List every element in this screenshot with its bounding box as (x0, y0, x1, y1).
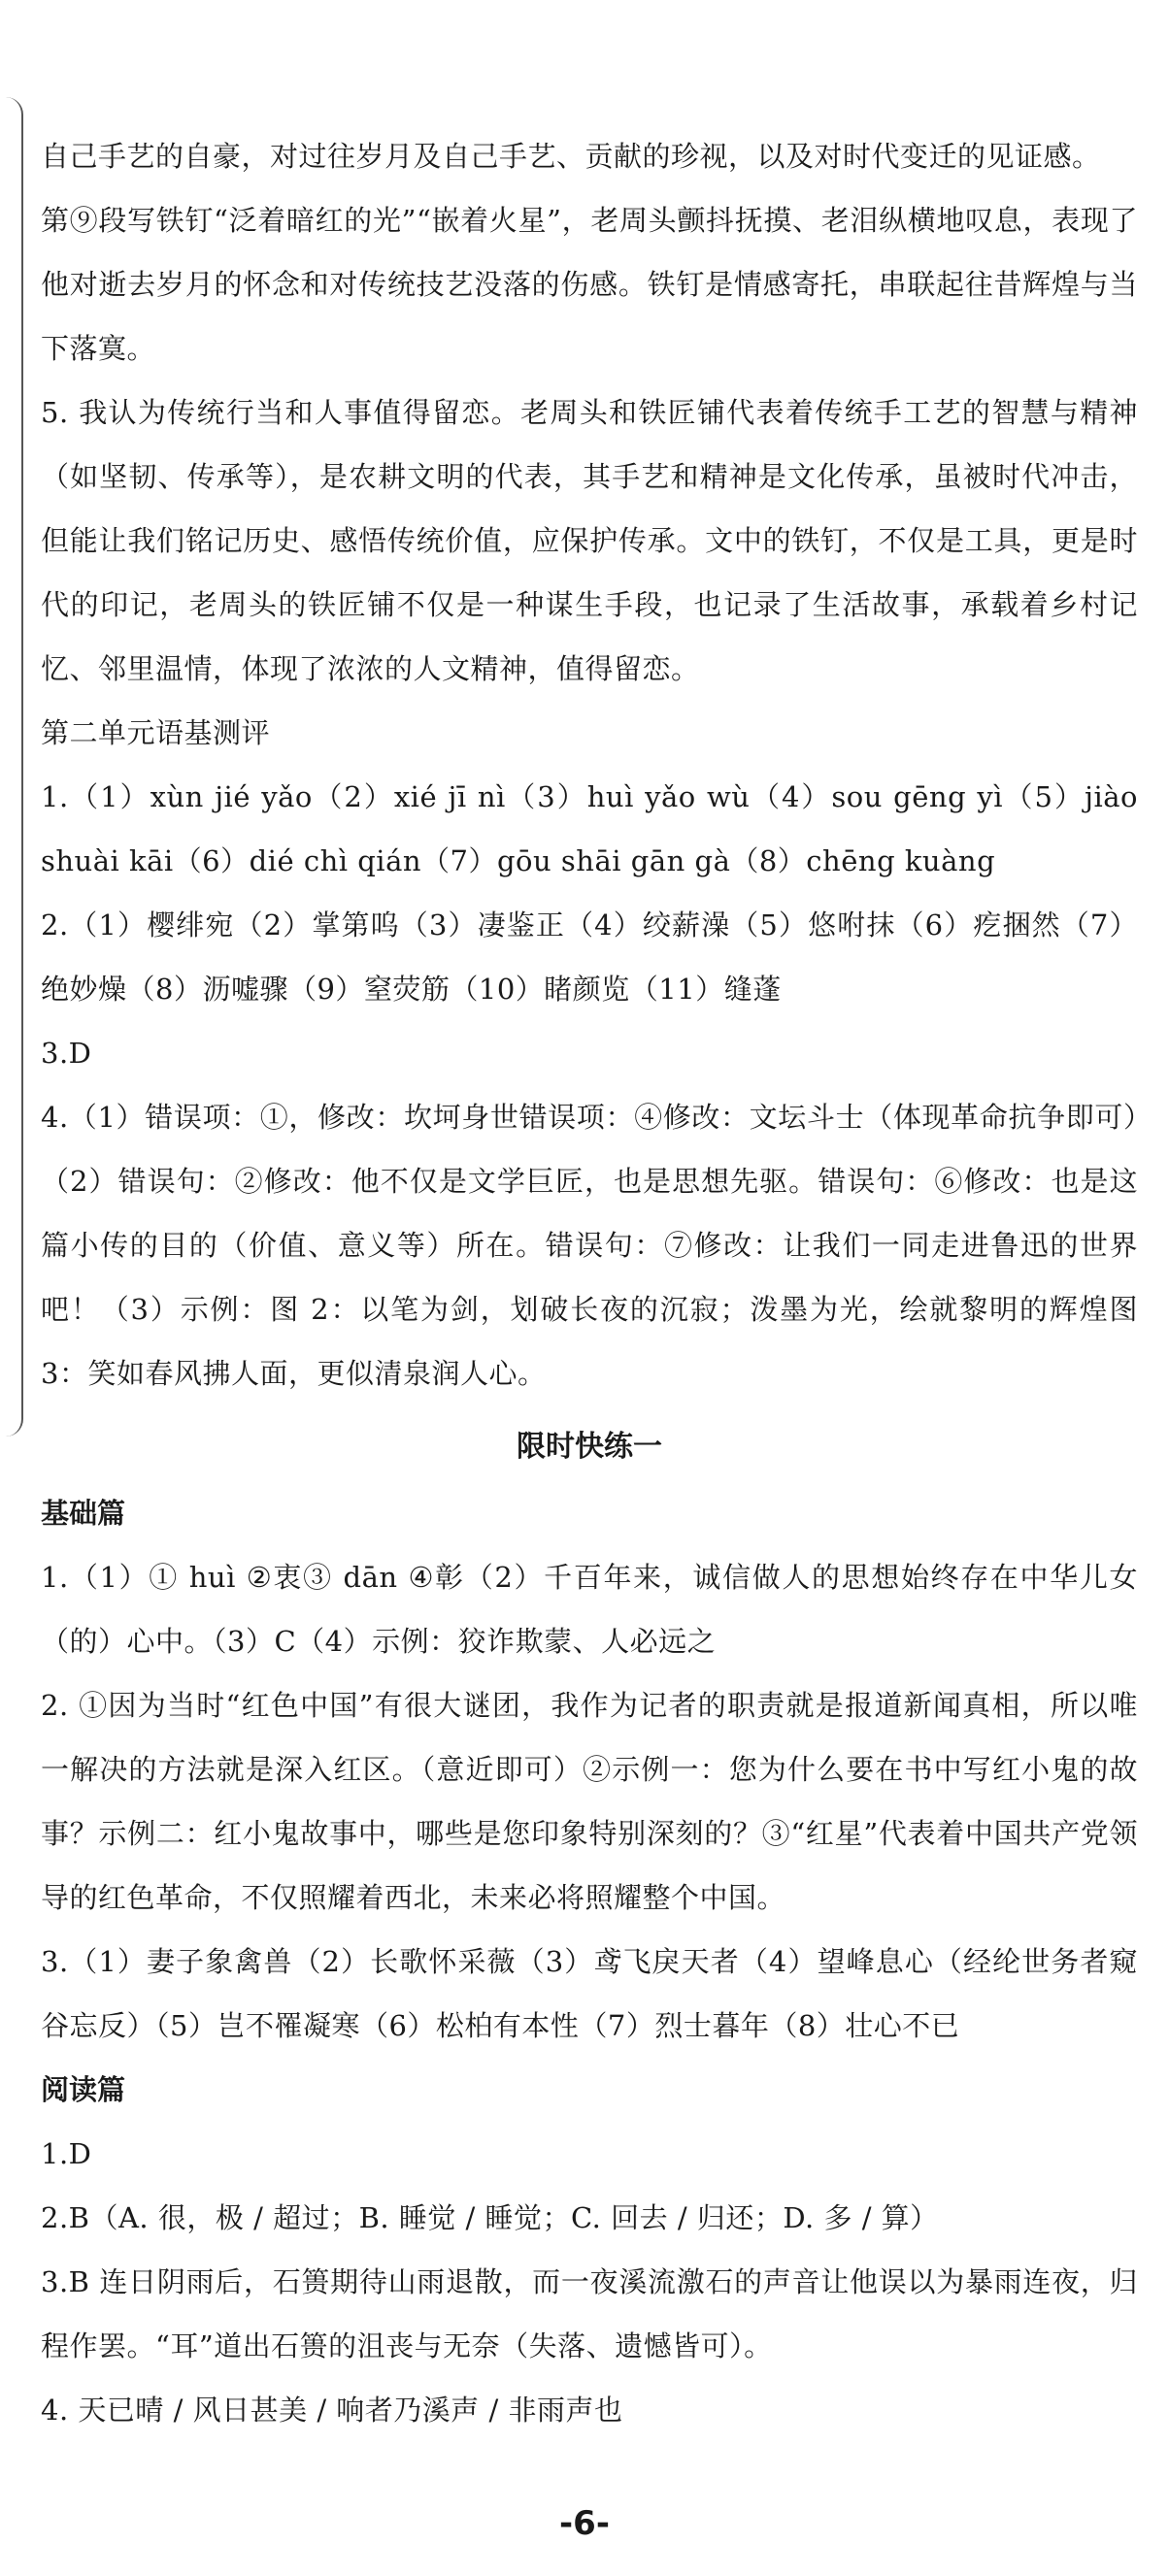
subsection-heading-reading: 阅读篇 (41, 2073, 126, 2106)
answer-item: 4. 天已晴 / 风日甚美 / 响者乃溪声 / 非雨声也 (41, 2394, 623, 2427)
text-line: 自己手艺的自豪，对过往岁月及自己手艺、贡献的珍视，以及对时代变迁的见证感。 (41, 140, 1101, 173)
answer-item: 1.（1）xùn jié yǎo（2）xié jī nì（3）huì yǎo wù（4）sou gēng yì（5）jiào shuài kāi（6）dié chì qián（7）gōu shāi gān gà（8）chēng kuàng (41, 780, 1138, 877)
answer-item: 3.D (41, 1037, 92, 1070)
content-column (41, 124, 1138, 2442)
answer-item: 1.D (41, 2137, 92, 2170)
answer-item: 2.（1）樱绯宛（2）掌第呜（3）凄鉴正（4）绞薪澡（5）悠咐抹（6）疙捆然（7）绝妙燥（8）沥嘘骤（9）窒荧筋（10）睹颜览（11）缝蓬 (41, 908, 1138, 1006)
answer-item: 2. ①因为当时“红色中国”有很大谜团，我作为记者的职责就是报道新闻真相，所以唯一解决的方法就是深入红区。（意近即可）②示例一：您为什么要在书中写红小鬼的故事？示例二：红小鬼故事中，哪些是您印象特别深刻的？③“红星”代表着中国共产党领导的红色革命，不仅照耀着西北，未来必将照耀整个中国。 (41, 1689, 1138, 1914)
answer-item: 1.（1）① huì ②衷③ dān ④彰（2）千百年来，诚信做人的思想始终存在中华儿女（的）心中。（3）C（4）示例：狡诈欺蒙、人必远之 (41, 1561, 1138, 1658)
answer-item: 4.（1）错误项：①，修改：坎坷身世错误项：④修改：文坛斗士（体现革命抗争即可）（2）错误句：②修改：他不仅是文学巨匠，也是思想先驱。错误句：⑥修改：也是这篇小传的目的（价值、意义等）所在。错误句：⑦修改：让我们一同走进鲁迅的世界吧！（3）示例：图 2：以笔为剑，划破长夜的沉寂；泼墨为光，绘就黎明的辉煌图 3：笑如春风拂人面，更似清泉润人心。 (41, 1101, 1138, 1390)
page-number: -6- (559, 2504, 610, 2543)
margin-bracket (0, 97, 23, 1437)
answer-item: 2.B（A. 很，极 / 超过；B. 睡觉 / 睡觉；C. 回去 / 归还；D. 多 / 算） (41, 2201, 939, 2234)
answer-item: 3.（1）妻子象禽兽（2）长歌怀采薇（3）鸢飞戾天者（4）望峰息心（经纶世务者窥谷忘反）（5）岂不罹凝寒（6）松柏有本性（7）烈士暮年（8）壮心不已 (41, 1945, 1138, 2042)
answer-item: 3.B 连日阴雨后，石篑期待山雨退散，而一夜溪流激石的声音让他误以为暴雨连夜，归程作罢。“耳”道出石篑的沮丧与无奈（失落、遗憾皆可）。 (41, 2265, 1138, 2362)
section-heading: 第二单元语基测评 (41, 716, 271, 749)
text-line: 第⑨段写铁钉“泛着暗红的光”“嵌着火星”，老周头颤抖抚摸、老泪纵横地叹息，表现了他对逝去岁月的怀念和对传统技艺没落的伤感。铁钉是情感寄托，串联起往昔辉煌与当下落寞。 (41, 204, 1138, 365)
subsection-heading-basic: 基础篇 (41, 1497, 126, 1530)
section-title: 限时快练一 (517, 1430, 662, 1464)
answer-item: 5. 我认为传统行当和人事值得留恋。老周头和铁匠铺代表着传统手工艺的智慧与精神（如坚韧、传承等），是农耕文明的代表，其手艺和精神是文化传承，虽被时代冲击，但能让我们铭记历史、感悟传统价值，应保护传承。文中的铁钉，不仅是工具，更是时代的印记，老周头的铁匠铺不仅是一种谋生手段，也记录了生活故事，承载着乡村记忆、邻里温情，体现了浓浓的人文精神，值得留恋。 (41, 396, 1138, 685)
